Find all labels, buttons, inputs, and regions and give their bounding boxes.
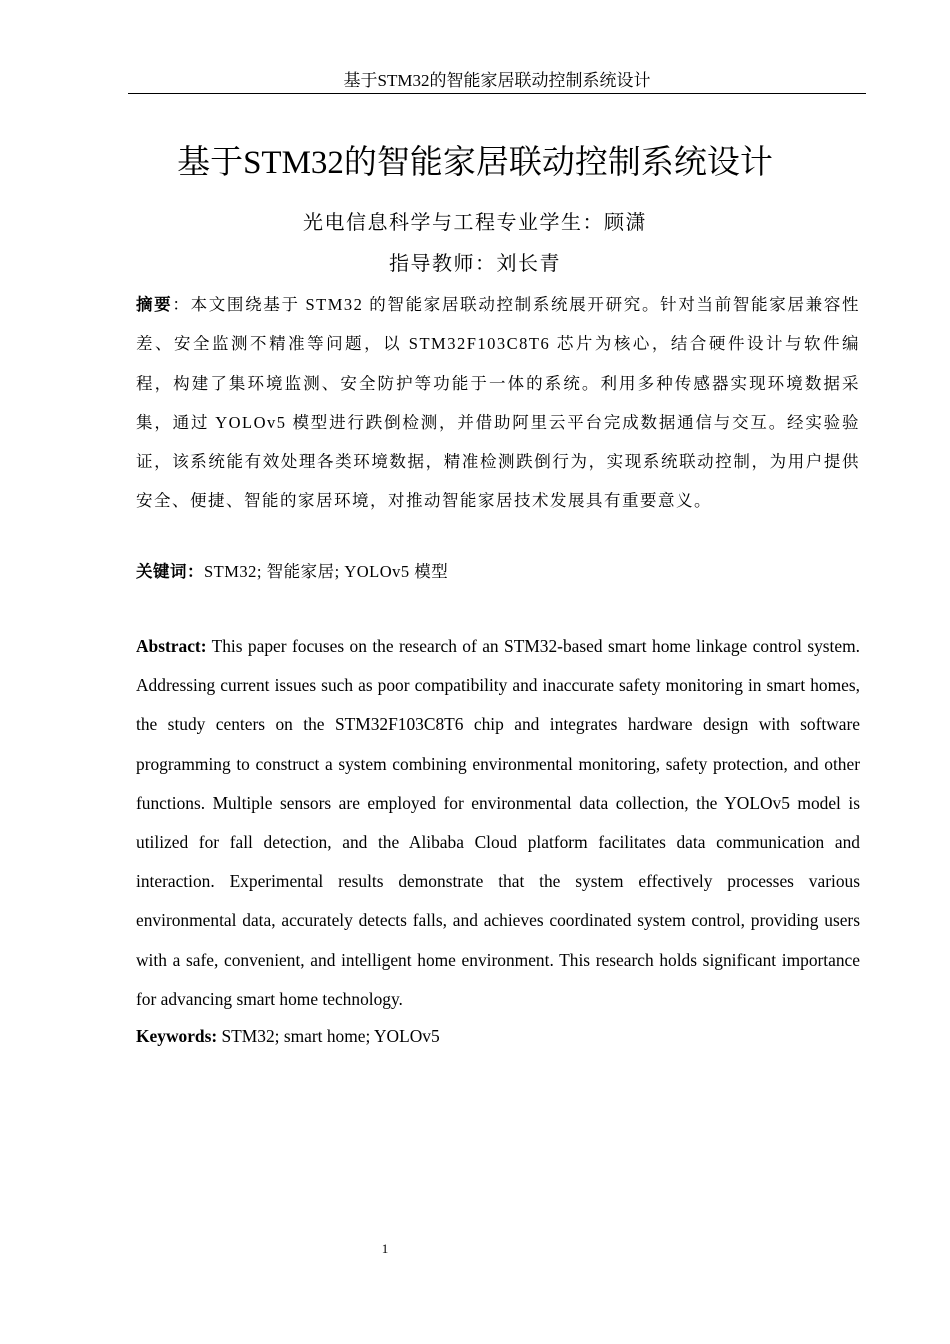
keywords-cn-text: STM32; 智能家居; YOLOv5 模型 [204,562,449,581]
page-number: 1 [381,1241,389,1256]
abstract-cn-separator: ： [172,295,191,314]
abstract-en-text: This paper focuses on the research of an STM32-based smart home linkage control system. Addressing current issues such as poor compatibility and inaccurate safety monitoring in smart homes, the study centers on the STM32F103C8T6 chip and integrates hardware design with software programming to construct a system combining environmental monitoring, safety protection, and other functions. Multiple sensors are employed for environmental data collection, the YOLOv5 model is utilized for fall detection, and the Alibaba Cloud platform facilitates data communication and interaction. Experimental results demonstrate that the system effectively processes various environmental data, accurately detects falls, and achieves coordinated system control, providing users with a safe, convenient, and intelligent home environment. This research holds significant importance for advancing smart home technology. [136,636,860,1009]
author-line: 光电信息科学与工程专业学生：顾潇 [303,212,647,234]
keywords-en [136,1022,860,1050]
paper-title: 基于STM32的智能家居联动控制系统设计 [177,145,773,181]
abstract-cn [136,285,860,521]
abstract-cn-label: 摘要 [136,295,173,314]
keywords-cn [136,557,860,587]
keywords-en-label: Keywords: [136,1026,218,1046]
header-rule [128,93,866,94]
abstract-cn-text: 本文围绕基于 STM32 的智能家居联动控制系统展开研究。针对当前智能家居兼容性差、安全监测不精准等问题，以 STM32F103C8T6 芯片为核心，结合硬件设计与软件编程，构建了集环境监测、安全防护等功能于一体的系统。利用多种传感器实现环境数据采集，通过 YOLOv5 模型进行跌倒检测，并借助阿里云平台完成数据通信与交互。经实验验证，该系统能有效处理各类环境数据，精准检测跌倒行为，实现系统联动控制，为用户提供安全、便捷、智能的家居环境，对推动智能家居技术发展具有重要意义。 [136,295,860,511]
keywords-cn-label: 关键词： [136,562,204,581]
keywords-en-text: STM32; smart home; YOLOv5 [221,1026,440,1046]
advisor-line: 指导教师：刘长青 [389,253,561,275]
abstract-en-label: Abstract: [136,636,207,656]
running-header: 基于STM32的智能家居联动控制系统设计 [343,71,651,90]
abstract-en [136,627,860,1019]
